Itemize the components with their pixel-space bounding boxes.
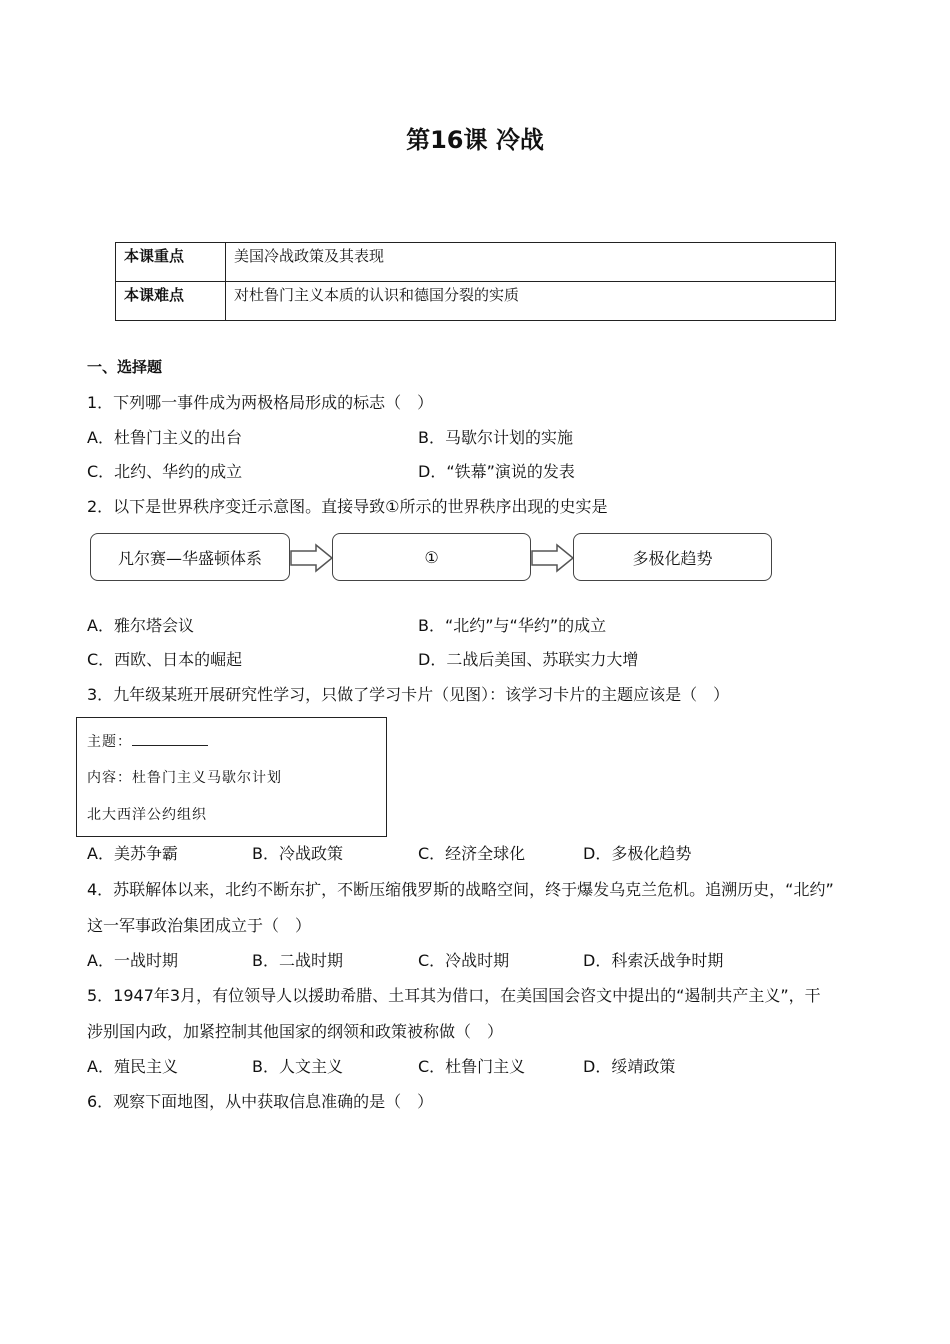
page-title: 第16课 冷战 xyxy=(406,126,544,154)
section-heading: 一、选择题 xyxy=(87,358,163,376)
card-content-line-1: 内容：杜鲁门主义马歇尔计划 xyxy=(87,770,282,786)
q1-option-d: D．“铁幕”演说的发表 xyxy=(418,462,575,481)
q4-option-b: B．二战时期 xyxy=(252,951,343,970)
question-6-stem: 6．观察下面地图，从中获取信息准确的是（ ） xyxy=(87,1092,434,1111)
question-2-stem: 2．以下是世界秩序变迁示意图。直接导致①所示的世界秩序出现的史实是 xyxy=(87,497,608,516)
focus-key: 本课重点 xyxy=(116,243,226,282)
q3-option-b: B．冷战政策 xyxy=(252,844,343,863)
question-3-stem: 3．九年级某班开展研究性学习，只做了学习卡片（见图）：该学习卡片的主题应该是（ ） xyxy=(87,685,730,704)
card-topic xyxy=(87,731,208,751)
q2-option-b: B．“北约”与“华约”的成立 xyxy=(418,616,607,635)
question-4-stem-line-2: 这一军事政治集团成立于（ ） xyxy=(87,916,312,935)
diagram-box-circled-1: ① xyxy=(332,533,531,581)
table-row xyxy=(116,243,836,282)
q3-option-d: D．多极化趋势 xyxy=(583,844,692,863)
q4-option-a: A．一战时期 xyxy=(87,951,178,970)
difficulty-key: 本课难点 xyxy=(116,282,226,321)
question-5-stem-line-1: 5．1947年3月，有位领导人以援助希腊、土耳其为借口，在美国国会咨文中提出的“遏制共产主义”，干 xyxy=(87,986,821,1005)
lesson-focus-table xyxy=(115,242,836,321)
q3-option-a: A．美苏争霸 xyxy=(87,844,178,863)
q5-option-c: C．杜鲁门主义 xyxy=(418,1057,526,1076)
diagram-box-multipolar: 多极化趋势 xyxy=(573,533,772,581)
q2-option-d: D．二战后美国、苏联实力大增 xyxy=(418,650,639,669)
q1-option-c: C．北约、华约的成立 xyxy=(87,462,243,481)
diagram-box-versailles: 凡尔赛—华盛顿体系 xyxy=(90,533,290,581)
study-card xyxy=(76,717,387,837)
q4-option-d: D．科索沃战争时期 xyxy=(583,951,724,970)
q2-option-a: A．雅尔塔会议 xyxy=(87,616,194,635)
question-4-stem-line-1: 4．苏联解体以来，北约不断东扩，不断压缩俄罗斯的战略空间，终于爆发乌克兰危机。追溯历史，“北约” xyxy=(87,880,834,899)
q1-option-b: B．马歇尔计划的实施 xyxy=(418,428,573,447)
topic-blank xyxy=(132,733,208,746)
question-5-stem-line-2: 涉别国内政，加紧控制其他国家的纲领和政策被称做（ ） xyxy=(87,1022,504,1041)
q2-option-c: C．西欧、日本的崛起 xyxy=(87,650,243,669)
q5-option-b: B．人文主义 xyxy=(252,1057,343,1076)
arrow-right-icon xyxy=(531,543,575,573)
q1-option-a: A．杜鲁门主义的出台 xyxy=(87,428,242,447)
q5-option-d: D．绥靖政策 xyxy=(583,1057,676,1076)
q3-option-c: C．经济全球化 xyxy=(418,844,526,863)
q4-option-c: C．冷战时期 xyxy=(418,951,510,970)
card-topic-label: 主题： xyxy=(87,734,132,750)
question-1-stem: 1．下列哪一事件成为两极格局形成的标志（ ） xyxy=(87,393,434,412)
focus-value: 美国冷战政策及其表现 xyxy=(226,243,836,282)
table-row xyxy=(116,282,836,321)
arrow-right-icon xyxy=(290,543,334,573)
card-content-line-2: 北大西洋公约组织 xyxy=(87,807,207,823)
difficulty-value: 对杜鲁门主义本质的认识和德国分裂的实质 xyxy=(226,282,836,321)
q5-option-a: A．殖民主义 xyxy=(87,1057,178,1076)
